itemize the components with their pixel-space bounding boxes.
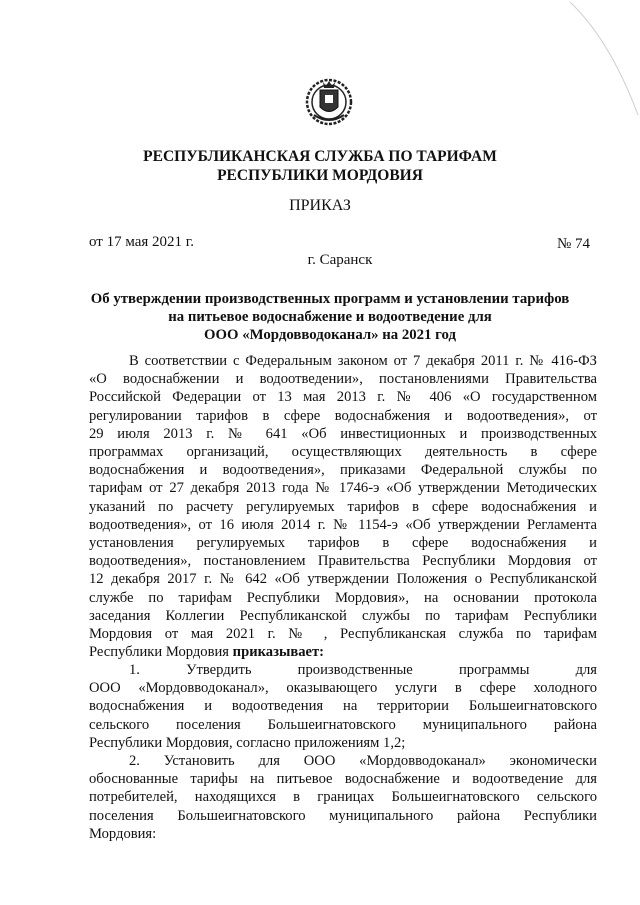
item2-line: Мордовия:	[89, 825, 157, 842]
item1-line: ООО «Мордовводоканал», оказывающего услуги в сфере холодного	[89, 680, 597, 697]
preamble-line: тарифам от 27 декабря 2013 года № 1746-э «Об утверждении Методических	[89, 480, 597, 497]
scan-edge-artifact	[560, 0, 640, 120]
preamble-line: «О водоснабжении и водоотведении», постановлениями Правительства	[89, 371, 597, 388]
org-name-line1: РЕСПУБЛИКАНСКАЯ СЛУЖБА ПО ТАРИФАМ	[143, 148, 497, 165]
order-item-2	[89, 752, 597, 843]
item2-line: поселения Большеигнатовского муниципального района Республики	[89, 807, 597, 824]
preamble-paragraph	[89, 352, 597, 661]
preamble-line: установления регулируемых тарифов в сфере водоснабжения и	[89, 535, 597, 552]
subject-line3: ООО «Мордовводоканал» на 2021 год	[204, 327, 456, 343]
subject-line2: на питьевое водоснабжение и водоотведение для	[168, 309, 492, 325]
document-type: ПРИКАЗ	[289, 197, 351, 214]
item1-line: Республики Мордовия, согласно приложениям 1,2;	[89, 734, 406, 751]
preamble-last-line	[89, 643, 597, 661]
item2-line: обоснованные тарифы на питьевое водоснабжение и водоотведение для	[89, 771, 597, 788]
preamble-line: В соответствии с Федеральным законом от 7 декабря 2011 г. № 416-ФЗ	[129, 353, 597, 369]
document-city: г. Саранск	[307, 252, 373, 268]
item1-line: водоснабжения и водоотведения на территории Большеигнатовского	[89, 698, 597, 715]
preamble-line: регулировании тарифов в сфере водоснабжения и водоотведения», от	[89, 407, 597, 424]
preamble-line: программах организаций, осуществляющих деятельность в сфере	[89, 444, 597, 461]
item1-line: 1. Утвердить производственные программы для	[129, 662, 597, 678]
document-date: от 17 мая 2021 г.	[89, 234, 195, 250]
preamble-line: службе по тарифам Республики Мордовия», на основании протокола	[89, 589, 597, 606]
preamble-line: водоснабжения и водоотведения», приказами Федеральной службы по	[89, 462, 597, 479]
preamble-line: Российской Федерации от 13 мая 2013 г. № 406 «О государственном	[89, 389, 597, 406]
preamble-line: указаний по расчету регулируемых тарифов в сфере водоснабжения и	[89, 498, 597, 515]
item2-line: 2. Установить для ООО «Мордовводоканал» экономически	[129, 753, 597, 769]
preamble-line: 12 декабря 2017 г. № 642 «Об утверждении Положения о Республиканской	[89, 571, 597, 588]
subject-line1: Об утверждении производственных программ и установлении тарифов	[90, 291, 570, 307]
preamble-line: водоотведения», постановлением Правительства Республики Мордовия от	[89, 553, 597, 570]
document-number: № 74	[557, 236, 591, 252]
orders-keyword: приказывает:	[232, 644, 325, 661]
preamble-last-text: Республики Мордовия	[89, 644, 233, 661]
order-item-1	[89, 661, 597, 752]
preamble-line: водоотведения», от 16 июля 2014 г. № 1154-э «Об утверждении Регламента	[89, 516, 597, 533]
coat-of-arms-icon	[304, 75, 354, 127]
item1-line: сельского поселения Большеигнатовского муниципального района	[89, 716, 597, 733]
org-name-line2: РЕСПУБЛИКИ МОРДОВИЯ	[217, 167, 423, 184]
preamble-line: заседания Коллегии Республиканской службы по тарифам Республики	[89, 607, 597, 624]
preamble-line: 29 июля 2013 г. № 641 «Об инвестиционных и производственных	[89, 425, 597, 442]
preamble-line: Мордовия от мая 2021 г. № , Республиканская служба по тарифам	[89, 626, 597, 643]
item2-line: потребителей, находящихся в границах Большеигнатовского сельского	[89, 789, 597, 806]
